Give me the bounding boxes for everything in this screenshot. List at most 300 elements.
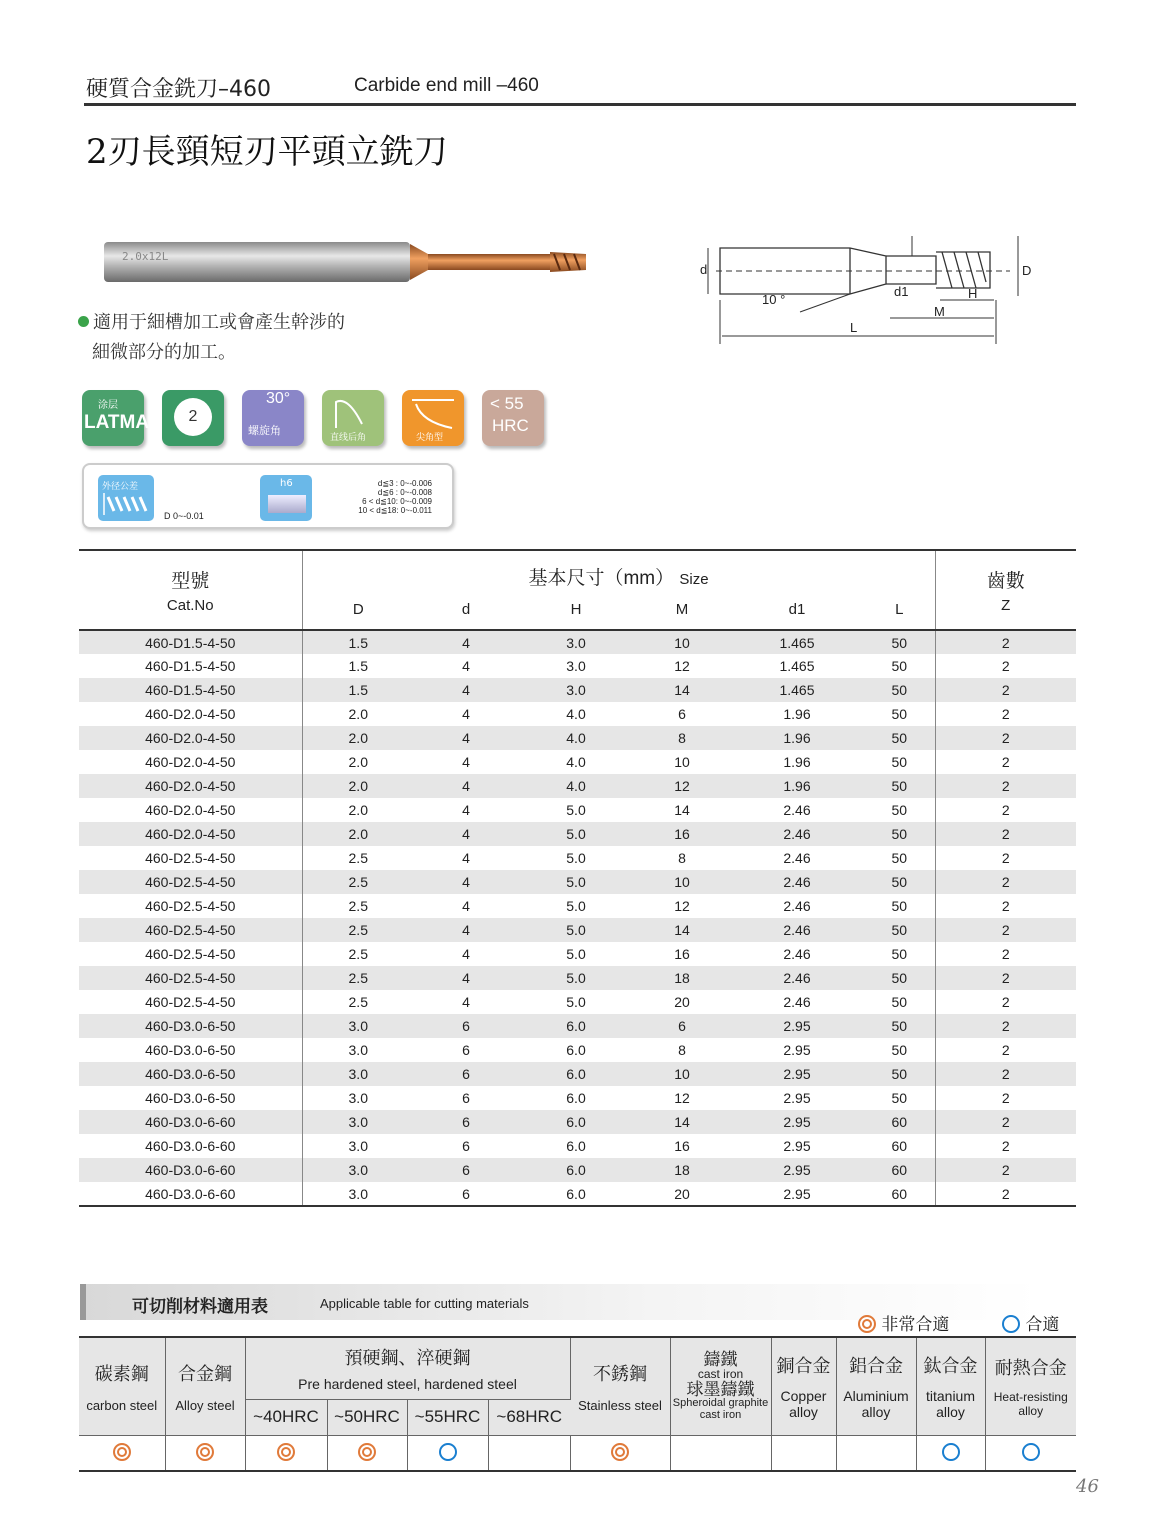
col-header-d1: d1 [788,601,806,618]
table-cell: 50 [864,990,935,1014]
table-row [79,750,1076,774]
shank-tolerance-icon: h6 [260,475,312,521]
table-cell: 50 [864,918,935,942]
table-cell: 5.0 [518,822,634,846]
table-cell: 60 [864,1134,935,1158]
table-cell: 16 [674,946,690,962]
tolerance-box [82,463,454,529]
table-cell: 2.5 [302,870,414,894]
mat-aluminium-alloy: 鋁合金 Aluminium alloy [836,1337,916,1435]
table-cell: 6 [462,1138,470,1154]
table-cell: 6.0 [566,1138,586,1154]
table-cell: 4 [462,802,470,818]
helix-angle-icon: 30° 螺旋角 [242,390,304,446]
table-cell: 3.0 [518,678,634,702]
table-cell: 5.0 [566,946,586,962]
page-title: 2刃長頸短刃平頭立銑刀 [86,132,448,172]
table-cell: 50 [864,678,935,702]
table-row [79,1158,1076,1182]
table-cell: 460-D2.5-4-50 [79,942,302,966]
table-cell: 2 [935,822,1076,846]
table-cell: 12 [674,1090,690,1106]
table-row [79,726,1076,750]
table-cell: 4 [462,994,470,1010]
table-cell: 460-D3.0-6-60 [79,1134,302,1158]
table-row [79,846,1076,870]
table-cell: 2.0 [348,802,368,818]
table-cell: 460-D2.0-4-50 [79,750,302,774]
table-cell: 50 [864,1014,935,1038]
table-cell: 5.0 [566,802,586,818]
dimension-drawing [690,230,1050,350]
table-cell: 2.46 [730,822,864,846]
table-cell: 50 [864,798,935,822]
table-cell: 20 [674,1185,690,1202]
table-cell: 5.0 [518,870,634,894]
table-cell: 2 [935,678,1076,702]
dim-D-label: D [1022,263,1032,278]
table-cell: 18 [634,1158,730,1182]
table-cell: 4 [414,774,518,798]
suitability-cell [771,1435,836,1471]
table-cell: 460-D3.0-6-50 [79,1086,302,1110]
table-cell: 2.5 [302,966,414,990]
table-cell: 4 [462,850,470,866]
suitability-cell [670,1435,771,1471]
table-cell: 2 [1001,706,1010,722]
table-cell: 4 [414,726,518,750]
header-title-zh: 硬質合金銑刀–460 [86,77,271,102]
table-row [79,678,1076,702]
table-cell: 460-D2.5-4-50 [79,990,302,1014]
table-cell: 50 [864,702,935,726]
table-cell: 3.0 [518,630,634,654]
table-cell: 4 [414,678,518,702]
suitability-cell [836,1435,916,1471]
table-cell: 3.0 [302,1110,414,1134]
suitability-row [79,1435,1076,1471]
specs-table-body [79,630,1076,1206]
table-cell: 2 [935,870,1076,894]
table-cell: 1.96 [730,726,864,750]
very-suitable-icon [611,1443,629,1461]
table-cell: 2.46 [730,918,864,942]
sharp-corner-icon: 尖角型 [402,390,464,446]
table-cell: 6 [414,1110,518,1134]
col-header-cat: 型號 Cat.No [79,550,302,630]
table-cell: 6.0 [566,1185,586,1202]
table-cell: 14 [674,802,690,818]
table-cell: 2 [1001,1090,1010,1106]
table-cell: 2.5 [302,918,414,942]
suitability-cell [570,1435,670,1471]
straight-relief-icon: 直线后角 [322,390,384,446]
table-cell: 50 [864,750,935,774]
table-row [79,702,1076,726]
table-cell: 2.95 [730,1158,864,1182]
table-cell: 2.95 [783,1138,811,1154]
table-cell: 4 [414,918,518,942]
table-cell: 1.5 [302,678,414,702]
table-cell: 6 [462,1042,470,1058]
table-row [79,1086,1076,1110]
feature-line-1: 適用于細槽加工或會產生幹涉的 [93,312,345,333]
table-cell: 4.0 [518,726,634,750]
dim-H-label: H [968,286,978,301]
mat-carbon-steel: 碳素鋼 carbon steel [79,1337,165,1435]
table-cell: 16 [634,822,730,846]
table-cell: 1.465 [779,658,815,674]
table-cell: 4 [414,870,518,894]
mat-heat-resisting-alloy: 耐熱合金 Heat-resisting alloy [985,1337,1076,1435]
table-cell: 4 [462,706,470,722]
table-cell: 460-D3.0-6-50 [79,1038,302,1062]
page-number: 46 [1076,1476,1099,1497]
table-row [79,774,1076,798]
table-cell: 460-D2.0-4-50 [79,774,302,798]
table-cell: 2.0 [302,822,414,846]
table-cell: 2.0 [348,754,368,770]
hrc-68: ~68HRC [496,1407,563,1426]
suitability-cell [79,1435,165,1471]
table-cell: 460-D2.5-4-50 [79,870,302,894]
table-cell: 2 [935,630,1076,654]
table-cell: 2.5 [348,850,368,866]
table-cell: 4.0 [566,754,586,770]
col-header-H: H [570,601,582,618]
page-header [84,70,1076,106]
table-cell: 50 [864,1086,935,1110]
table-cell: 460-D2.5-4-50 [79,894,302,918]
table-cell: 50 [864,870,935,894]
col-header-size: 基本尺寸（mm） Size [302,550,935,590]
table-cell: 18 [634,966,730,990]
dim-d1-label: d1 [894,284,909,299]
table-cell: 2 [935,1062,1076,1086]
table-cell: 4.0 [518,774,634,798]
table-cell: 10 [674,754,690,770]
table-cell: 60 [864,1182,935,1206]
very-suitable-icon [358,1443,376,1461]
table-cell: 1.96 [783,706,811,722]
table-cell: 5.0 [566,994,586,1010]
tool-marking: 2.0x12L [122,250,169,263]
header-title-en: Carbide end mill –460 [354,75,539,96]
table-cell: 2.95 [783,1185,811,1202]
shank-bar-icon [268,495,306,513]
table-cell: 3.0 [302,1062,414,1086]
suitability-cell [916,1435,985,1471]
table-cell: 2.5 [348,994,368,1010]
table-cell: 50 [864,630,935,654]
table-cell: 6 [414,1014,518,1038]
table-cell: 460-D2.0-4-50 [79,798,302,822]
hrc-50: ~50HRC [327,1399,407,1435]
table-cell: 5.0 [518,966,634,990]
col-header-L: L [864,590,935,630]
table-cell: 3.0 [566,658,586,674]
legend-very-suitable: 非常合適 [858,1310,949,1335]
table-cell: 3.0 [302,1014,414,1038]
table-cell: 1.96 [730,774,864,798]
table-cell: 10 [634,870,730,894]
table-row [79,654,1076,678]
col-header-teeth: 齒數 Z [986,571,1025,614]
table-row [79,1038,1076,1062]
table-cell: 2.46 [783,994,811,1010]
suitable-icon [439,1443,457,1461]
table-cell: 14 [634,678,730,702]
table-cell: 2.46 [783,802,811,818]
col-header-M: M [675,601,689,618]
dim-d-label: d [700,262,708,277]
table-cell: 16 [674,1138,690,1154]
table-row [79,1134,1076,1158]
table-cell: 1.96 [783,754,811,770]
table-cell: 2.46 [783,850,811,866]
legend-suitable: 合適 [1002,1310,1059,1335]
materials-title-en: Applicable table for cutting materials [320,1296,529,1311]
very-suitable-icon [196,1443,214,1461]
mat-copper-alloy: 銅合金 Copper alloy [771,1337,836,1435]
table-cell: 6 [678,706,686,722]
table-cell: 2 [1001,994,1010,1010]
table-cell: 3.0 [348,1042,368,1058]
relief-curve-icon [322,392,384,432]
suitability-cell [407,1435,488,1471]
table-cell: 460-D3.0-6-60 [79,1182,302,1206]
suitability-cell [165,1435,245,1471]
table-cell: 3.0 [348,1185,368,1202]
table-cell: 460-D3.0-6-50 [79,1062,302,1086]
hatch-icon [98,491,154,519]
table-cell: 6.0 [518,1110,634,1134]
table-cell: 5.0 [518,918,634,942]
end-mill-image [102,240,592,286]
table-cell: 4 [462,658,470,674]
table-cell: 6 [414,1158,518,1182]
table-row [79,1110,1076,1134]
table-cell: 14 [634,1110,730,1134]
feature-description [78,308,345,368]
table-cell: 50 [864,774,935,798]
mat-cast-iron: 鑄鐵 cast iron 球墨鑄鐵 Spheroidal graphite cast iron [670,1337,771,1435]
table-cell: 1.465 [730,678,864,702]
table-row [79,630,1076,654]
table-cell: 50 [864,846,935,870]
table-cell: 2 [1001,1042,1010,1058]
very-suitable-icon [277,1443,295,1461]
table-cell: 4 [462,898,470,914]
table-cell: 1.465 [730,630,864,654]
table-cell: 2.95 [730,1014,864,1038]
table-cell: 2.0 [302,726,414,750]
materials-table [79,1336,1076,1472]
table-cell: 2.95 [783,1042,811,1058]
table-cell: 6 [634,1014,730,1038]
table-cell: 50 [864,942,935,966]
table-cell: 3.0 [348,1138,368,1154]
table-cell: 460-D1.5-4-50 [79,654,302,678]
table-cell: 2.95 [783,1090,811,1106]
table-cell: 8 [634,726,730,750]
table-cell: 50 [864,1062,935,1086]
table-row [79,798,1076,822]
table-cell: 2.95 [730,1110,864,1134]
table-cell: 4 [462,754,470,770]
table-cell: 460-D2.5-4-50 [79,846,302,870]
table-cell: 2 [1001,898,1010,914]
dim-L-label: L [850,320,858,335]
suitable-icon [1002,1315,1020,1333]
dim-angle-label: 10 ° [762,292,786,307]
table-row [79,1182,1076,1206]
table-cell: 6 [462,1090,470,1106]
table-row [79,990,1076,1014]
table-cell: 6.0 [518,1062,634,1086]
table-cell: 10 [634,630,730,654]
suitability-cell [985,1435,1076,1471]
table-row [79,942,1076,966]
col-header-d: d [461,601,471,618]
table-cell: 2 [935,1158,1076,1182]
table-cell: 3.0 [302,1158,414,1182]
table-cell: 2 [935,918,1076,942]
table-cell: 4 [414,630,518,654]
table-cell: 6 [462,1185,470,1202]
table-cell: 4 [414,966,518,990]
table-cell: 10 [634,1062,730,1086]
hrc-55: ~55HRC [407,1399,488,1435]
mat-stainless-steel: 不銹鋼 Stainless steel [570,1337,670,1435]
table-row [79,822,1076,846]
table-cell: 2 [935,774,1076,798]
hrc-40: ~40HRC [245,1399,327,1435]
table-cell: 2 [1001,802,1010,818]
table-cell: 50 [864,654,935,678]
table-cell: 50 [864,966,935,990]
suitable-icon [942,1443,960,1461]
table-cell: 460-D2.0-4-50 [79,822,302,846]
title-bar-accent [80,1284,86,1320]
dim-M-label: M [934,304,945,319]
table-cell: 460-D2.0-4-50 [79,726,302,750]
table-cell: 20 [674,994,690,1010]
table-row [79,918,1076,942]
table-cell: 60 [864,1158,935,1182]
table-cell: 3.0 [348,1090,368,1106]
mat-hardened-steel: 預硬鋼、淬硬鋼 Pre hardened steel, hardened steel [245,1337,570,1399]
table-cell: 2.46 [783,898,811,914]
table-cell: 2 [1001,1185,1010,1202]
table-cell: 4.0 [566,706,586,722]
table-cell: 2.5 [348,898,368,914]
very-suitable-icon [113,1443,131,1461]
table-cell: 460-D2.0-4-50 [79,702,302,726]
table-cell: 2 [1001,946,1010,962]
table-cell: 460-D1.5-4-50 [79,630,302,654]
table-cell: 2.0 [302,774,414,798]
table-cell: 2 [935,966,1076,990]
shank-tolerance-list: d≦3 : 0~-0.006 d≦6 : 0~-0.008 6 < d≦10: 0~-0.009 10 < d≦18: 0~-0.011 [358,479,432,515]
table-cell: 50 [864,726,935,750]
table-cell: 2.46 [730,870,864,894]
table-cell: 2.0 [348,706,368,722]
mat-titanium-alloy: 鈦合金 titanium alloy [916,1337,985,1435]
table-cell: 2 [1001,1138,1010,1154]
table-cell: 5.0 [566,898,586,914]
table-cell: 6.0 [566,1090,586,1106]
flute-count-icon: 2 [162,390,224,446]
table-row [79,894,1076,918]
table-cell: 12 [634,774,730,798]
bullet-icon [78,316,89,327]
table-cell: 2 [1001,658,1010,674]
suitable-icon [1022,1443,1040,1461]
table-cell: 14 [634,918,730,942]
corner-curve-icon [402,392,464,432]
very-suitable-icon [858,1315,876,1333]
table-cell: 50 [864,894,935,918]
table-cell: 6 [414,1062,518,1086]
table-row [79,966,1076,990]
table-row [79,1062,1076,1086]
materials-title-zh: 可切削材料適用表 [132,1297,268,1317]
table-cell: 460-D1.5-4-50 [79,678,302,702]
table-cell: 50 [864,1038,935,1062]
table-cell: 2.46 [783,946,811,962]
table-cell: 460-D2.5-4-50 [79,918,302,942]
table-cell: 12 [674,658,690,674]
table-cell: 2.46 [730,966,864,990]
table-cell: 4 [462,946,470,962]
suitability-cell [245,1435,327,1471]
suitability-cell [327,1435,407,1471]
table-cell: 4 [414,822,518,846]
specs-table [79,549,1076,1207]
table-cell: 60 [864,1110,935,1134]
table-cell: 2 [1001,850,1010,866]
table-cell: 460-D3.0-6-60 [79,1110,302,1134]
hardness-icon: < 55 HRC [482,390,544,446]
table-cell: 460-D3.0-6-50 [79,1014,302,1038]
table-cell: 6.0 [518,1014,634,1038]
table-cell: 8 [678,850,686,866]
outer-tolerance-value: D 0~-0.01 [164,511,204,521]
coating-icon: 涂层 LATMA [82,390,144,446]
suitability-cell [488,1435,570,1471]
table-cell: 6.0 [566,1042,586,1058]
table-cell: 2 [935,1110,1076,1134]
table-cell: 460-D2.5-4-50 [79,966,302,990]
table-cell: 5.0 [566,850,586,866]
mat-alloy-steel: 合金鋼 Alloy steel [165,1337,245,1435]
table-cell: 12 [674,898,690,914]
table-cell: 1.5 [302,630,414,654]
table-cell: 460-D3.0-6-60 [79,1158,302,1182]
table-cell: 50 [864,822,935,846]
feature-line-2: 細微部分的加工。 [92,342,236,363]
table-cell: 2 [935,1014,1076,1038]
table-cell: 2 [935,726,1076,750]
outer-tolerance-icon: 外径公差 [98,475,154,521]
table-cell: 2.95 [730,1062,864,1086]
table-cell: 8 [678,1042,686,1058]
col-header-D: D [352,601,364,618]
table-row [79,1014,1076,1038]
table-cell: 6.0 [518,1158,634,1182]
table-cell: 2.5 [348,946,368,962]
